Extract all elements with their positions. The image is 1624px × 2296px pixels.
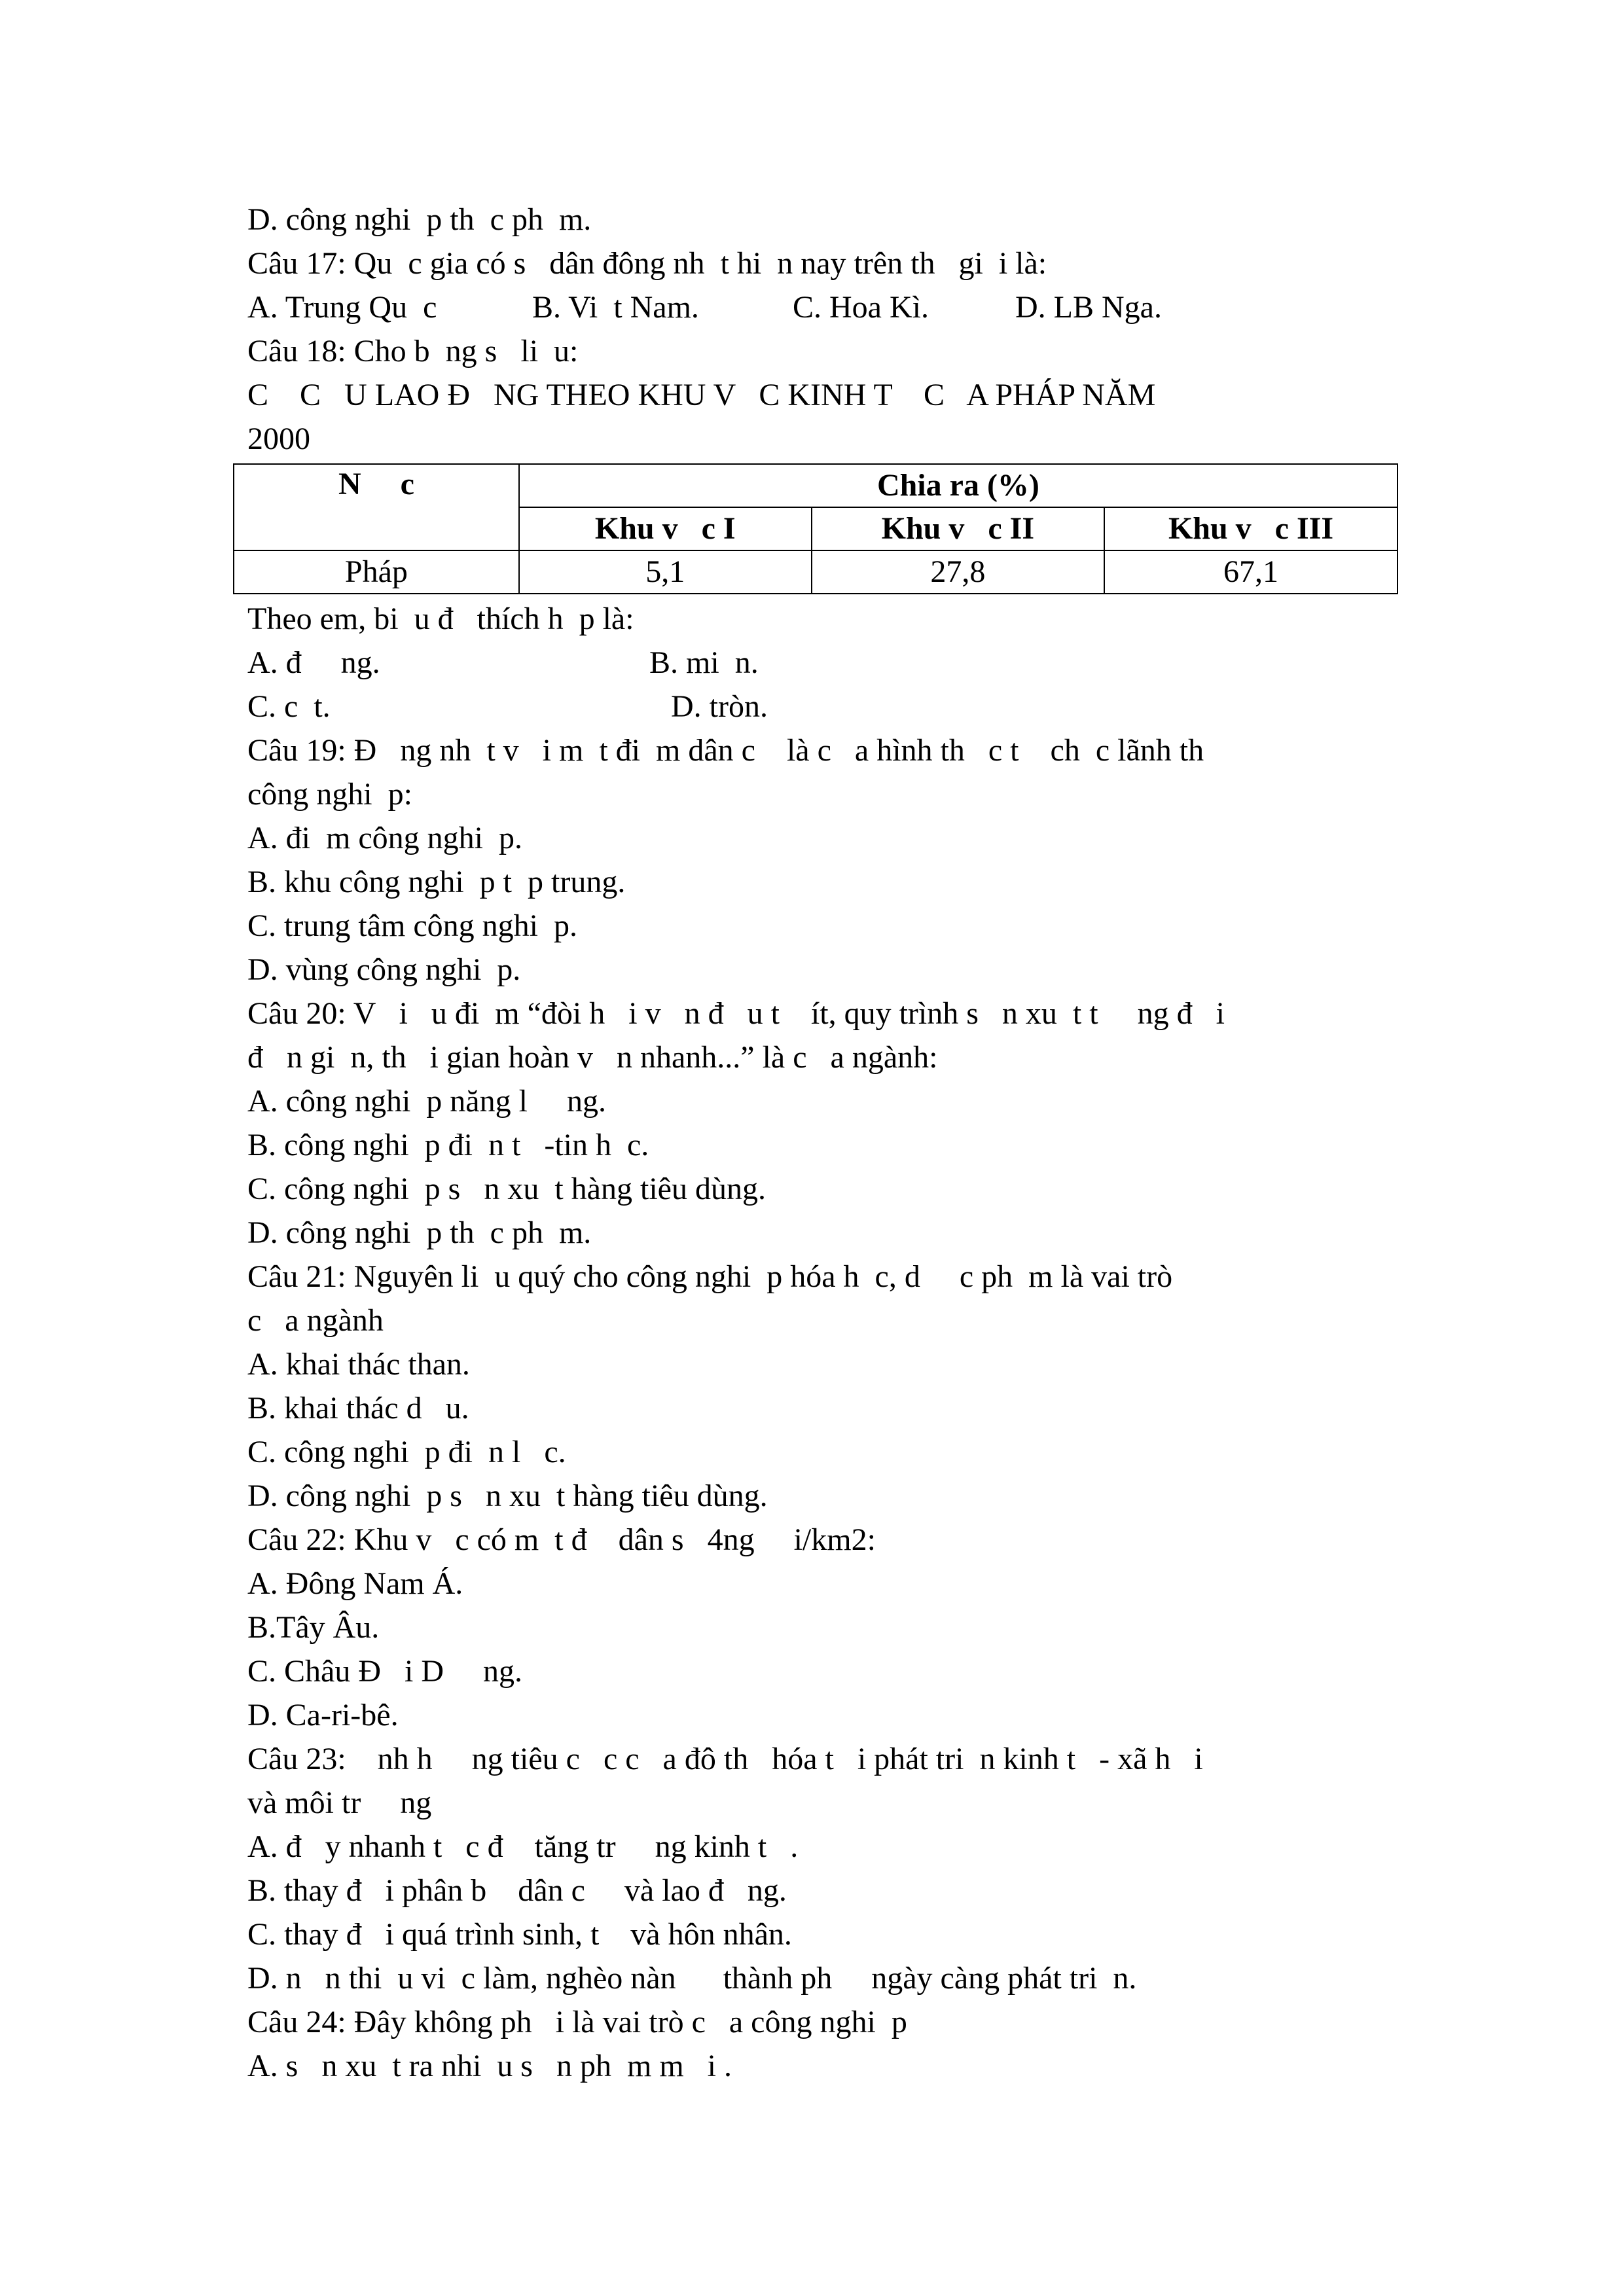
text-line: B. khu công nghi p t p trung. [247, 865, 626, 899]
text-line: c a ngành [247, 1303, 384, 1338]
text-line: Câu 22: Khu v c có m t đ dân s 4ng i/km2: [247, 1522, 876, 1557]
table-row [234, 550, 1398, 594]
text-line: D. công nghi p s n xu t hàng tiêu dùng. [247, 1479, 768, 1513]
text-line: A. công nghi p năng l ng. [247, 1084, 606, 1119]
text-line: và môi tr ng [247, 1785, 432, 1820]
text-line: Câu 20: V i u đi m “đòi h i v n đ u t ít, quy trình s n xu t t ng đ i [247, 996, 1225, 1031]
option-d: D. tròn. [671, 689, 768, 724]
option-d: D. LB Nga. [1015, 290, 1162, 325]
text-line: A. Đông Nam Á. [247, 1566, 463, 1601]
header-group: Chia ra (%) [519, 464, 1398, 507]
text-line: D. n n thi u vi c làm, nghèo nàn thành ph ngày càng phát tri n. [247, 1961, 1137, 1996]
text-line: C. công nghi p đi n l c. [247, 1435, 566, 1469]
document-page [247, 198, 1403, 2088]
text-line: A. đ y nhanh t c đ tăng tr ng kinh t . [247, 1829, 799, 1864]
q17-options [247, 285, 1403, 329]
option-a: A. đ ng. [247, 645, 380, 680]
header-country: N c [234, 464, 519, 550]
option-c: C. Hoa Kì. [793, 290, 929, 325]
cell-value: 27,8 [812, 550, 1104, 594]
option-a: A. Trung Qu c [247, 290, 437, 325]
text-line: D. công nghi p th c ph m. [247, 202, 592, 237]
text-line: A. s n xu t ra nhi u s n ph m m i . [247, 2049, 732, 2083]
cell-value: 67,1 [1104, 550, 1398, 594]
text-line: D. vùng công nghi p. [247, 952, 521, 987]
labor-structure-table [233, 463, 1398, 594]
text-line: D. công nghi p th c ph m. [247, 1215, 592, 1250]
text-line: C. Châu Đ i D ng. [247, 1654, 522, 1689]
header-sector-1: Khu v c I [519, 507, 812, 550]
table-header-row [234, 464, 1398, 507]
text-line: D. Ca-ri-bê. [247, 1698, 399, 1732]
text-line: công nghi p: [247, 777, 412, 812]
question-18: Câu 18: Cho b ng s li u: [247, 334, 579, 368]
q18-options-row1 [247, 641, 1403, 685]
table-title: C C U LAO Đ NG THEO KHU V C KINH T C A PHÁP NĂM [247, 378, 1156, 412]
text-line: B. thay đ i phân b dân c và lao đ ng. [247, 1873, 787, 1908]
text-line: C. công nghi p s n xu t hàng tiêu dùng. [247, 1172, 766, 1206]
header-sector-3: Khu v c III [1104, 507, 1398, 550]
cell-value: 5,1 [519, 550, 812, 594]
text-line: Câu 24: Đây không ph i là vai trò c a công nghi p [247, 2005, 907, 2039]
text-line: B.Tây Âu. [247, 1610, 380, 1645]
text-line: C. trung tâm công nghi p. [247, 908, 577, 943]
questions-block [247, 728, 1403, 2088]
text-line: A. đi m công nghi p. [247, 821, 522, 855]
cell-country: Pháp [234, 550, 519, 594]
text-line: A. khai thác than. [247, 1347, 470, 1382]
option-c: C. c t. [247, 689, 331, 724]
option-b: B. Vi t Nam. [532, 290, 699, 325]
table-title-year: 2000 [247, 422, 310, 456]
text-line: Câu 21: Nguyên li u quý cho công nghi p hóa h c, d c ph m là vai trò [247, 1259, 1173, 1294]
text-line: đ n gi n, th i gian hoàn v n nhanh...” là c a ngành: [247, 1040, 938, 1075]
option-b: B. mi n. [649, 645, 759, 680]
header-sector-2: Khu v c II [812, 507, 1104, 550]
q18-question: Theo em, bi u đ thích h p là: [247, 601, 634, 636]
q18-options-row2 [247, 685, 1403, 728]
text-line: B. khai thác d u. [247, 1391, 469, 1426]
text-line: B. công nghi p đi n t -tin h c. [247, 1128, 649, 1162]
text-line: Câu 23: nh h ng tiêu c c c a đô th hóa t i phát tri n kinh t - xã h i [247, 1742, 1203, 1776]
question-17: Câu 17: Qu c gia có s dân đông nh t hi n nay trên th gi i là: [247, 246, 1047, 281]
text-line: C. thay đ i quá trình sinh, t và hôn nhân. [247, 1917, 792, 1952]
text-line: Câu 19: Đ ng nh t v i m t đi m dân c là c a hình th c t ch c lãnh th [247, 733, 1204, 768]
